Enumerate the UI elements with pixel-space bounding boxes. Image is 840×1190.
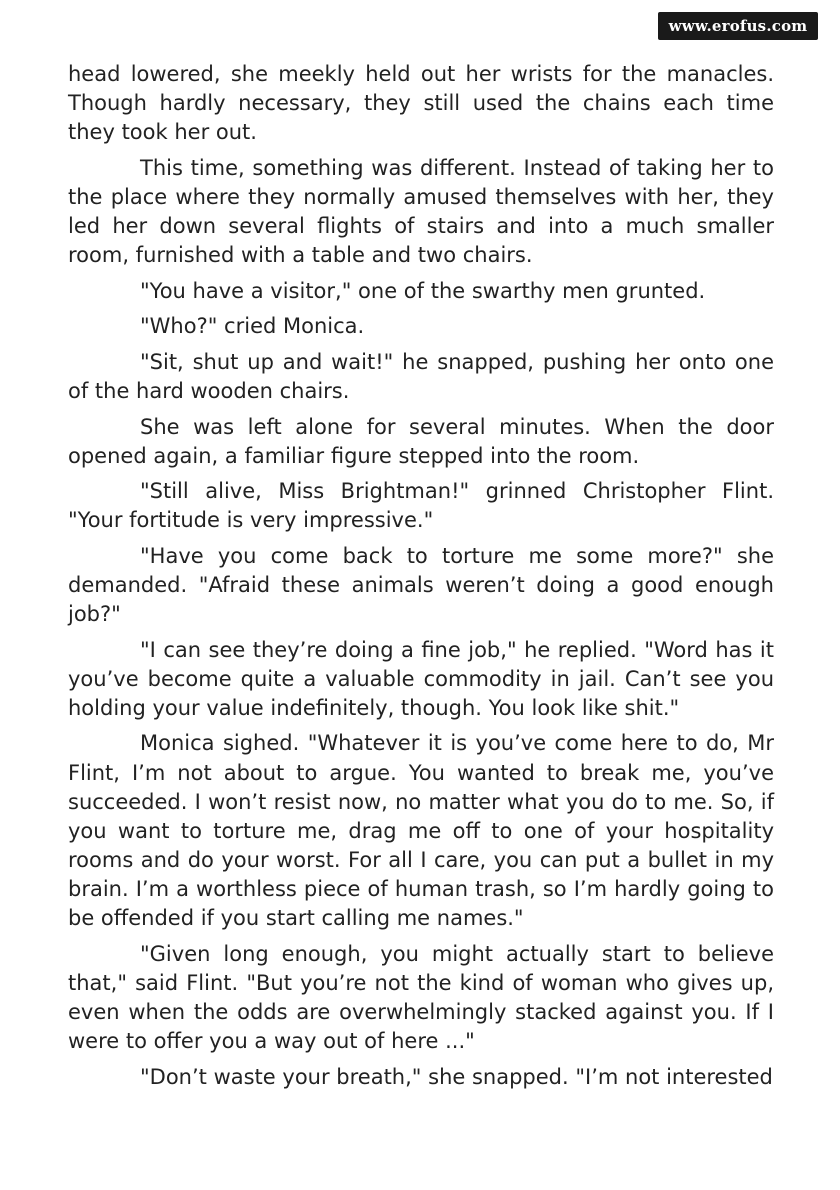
watermark-text: www.erofus.com — [668, 17, 808, 35]
paragraph: head lowered, she meekly held out her wrists for the manacles. Though hardly necessary, they still used the chains each time they took her out. — [68, 62, 774, 145]
paragraph: This time, something was different. Instead of taking her to the place where they normally amused themselves with her, they led her down several flights of stairs and into a much smaller room, furnished with a table and two chairs. — [68, 155, 774, 268]
paragraph: "You have a visitor," one of the swarthy men grunted. — [140, 278, 706, 303]
paragraph: "Have you come back to torture me some more?" she demanded. "Afraid these animals weren’t doing a good enough job?" — [68, 543, 774, 627]
paragraph: "Given long enough, you might actually start to believe that," said Flint. "But you’re not the kind of woman who gives up, even when the odds are overwhelmingly stacked against you. If I were to offer you a way out of here ..." — [68, 941, 774, 1053]
paragraph: "Don’t waste your breath," she snapped. "I’m not interested — [140, 1064, 773, 1089]
paragraph: "Still alive, Miss Brightman!" grinned Christopher Flint. "Your fortitude is very impressive." — [68, 479, 774, 533]
paragraph: "Sit, shut up and wait!" he snapped, pushing her onto one of the hard wooden chairs. — [68, 349, 774, 403]
paragraph: "I can see they’re doing a fine job," he replied. "Word has it you’ve become quite a valuable commodity in jail. Can’t see you holding your value indefinitely, though. You look like shit." — [68, 637, 774, 720]
page-body — [68, 60, 774, 1098]
paragraph: She was left alone for several minutes. When the door opened again, a familiar figure stepped into the room. — [68, 414, 774, 468]
paragraph: "Who?" cried Monica. — [140, 314, 365, 339]
watermark-badge[interactable] — [658, 12, 818, 40]
paragraph: Monica sighed. "Whatever it is you’ve come here to do, Mr Flint, I’m not about to argue. You wanted to break me, you’ve succeeded. I won’t resist now, no matter what you do to me. So, if you want to torture me, drag me off to one of your hospitality rooms and do your worst. For all I care, you can put a bullet in my brain. I’m a worthless piece of human trash, so I’m hardly going to be offended if you start calling me names." — [68, 731, 774, 931]
